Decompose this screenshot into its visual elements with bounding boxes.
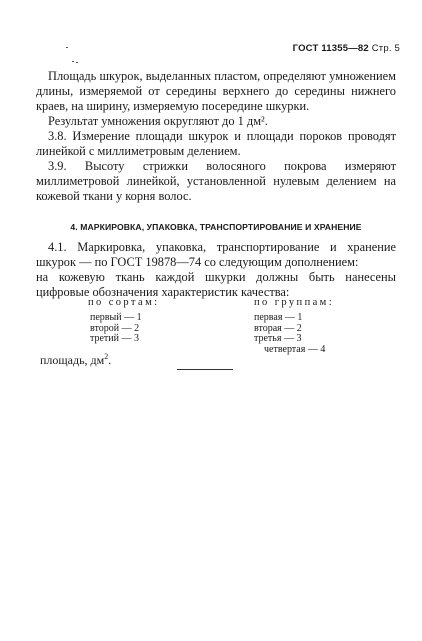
paragraph-3-9: 3.9. Высоту стрижки волосяного покрова измеряют миллиметровой линейкой, установленной нулевым делением на кожевой ткани у корня волос.: [36, 159, 396, 203]
list-item: четвертая — 4: [264, 343, 326, 355]
scan-speck: [72, 61, 74, 62]
group-list: [254, 313, 325, 355]
list-item: второй — 2: [90, 322, 140, 334]
sort-list: [90, 313, 142, 345]
area-unit-exponent: 2: [104, 352, 109, 361]
standard-number: ГОСТ 11355—82: [292, 43, 369, 54]
scan-speck: [66, 47, 68, 48]
list-item: третий — 3: [90, 333, 140, 344]
paragraph-4-1: 4.1. Маркировка, упаковка, транспортирование и хранение шкурок — по ГОСТ 19878—74 со следующим дополнением:: [36, 240, 396, 269]
paragraph-area-calculation: Площадь шкурок, выделанных пластом, определяют умножением длины, измеряемой от середины верхнего до середины нижнего краев, на ширину, измеряемую посередине шкурки.: [36, 69, 396, 113]
page-header: [293, 43, 400, 54]
paragraph-rounding: Результат умножения округляют до 1 дм².: [48, 114, 268, 128]
group-heading: по группам:: [254, 297, 335, 308]
area-label: площадь, $дм^2$.: [40, 352, 112, 367]
scan-speck: [76, 62, 78, 63]
paragraph-3-8: 3.8. Измерение площади шкурок и площади пороков проводят линейкой с миллиметровым делением.: [36, 129, 396, 158]
area-label-text: площадь, дм: [40, 353, 105, 367]
section-4-title: 4. МАРКИРОВКА, УПАКОВКА, ТРАНСПОРТИРОВАНИЕ И ХРАНЕНИЕ: [70, 222, 362, 232]
sort-heading: по сортам:: [88, 297, 160, 308]
list-item: вторая — 2: [254, 322, 302, 334]
list-item: третья — 3: [254, 333, 302, 344]
paragraph-marking: на кожевую ткань каждой шкурки должны быть нанесены цифровые обозначения характеристик качества:: [36, 270, 396, 299]
list-item: первая — 1: [254, 312, 303, 323]
list-item: первый — 1: [90, 312, 142, 323]
page-number: Стр. 5: [371, 43, 400, 54]
end-rule: [177, 369, 233, 370]
